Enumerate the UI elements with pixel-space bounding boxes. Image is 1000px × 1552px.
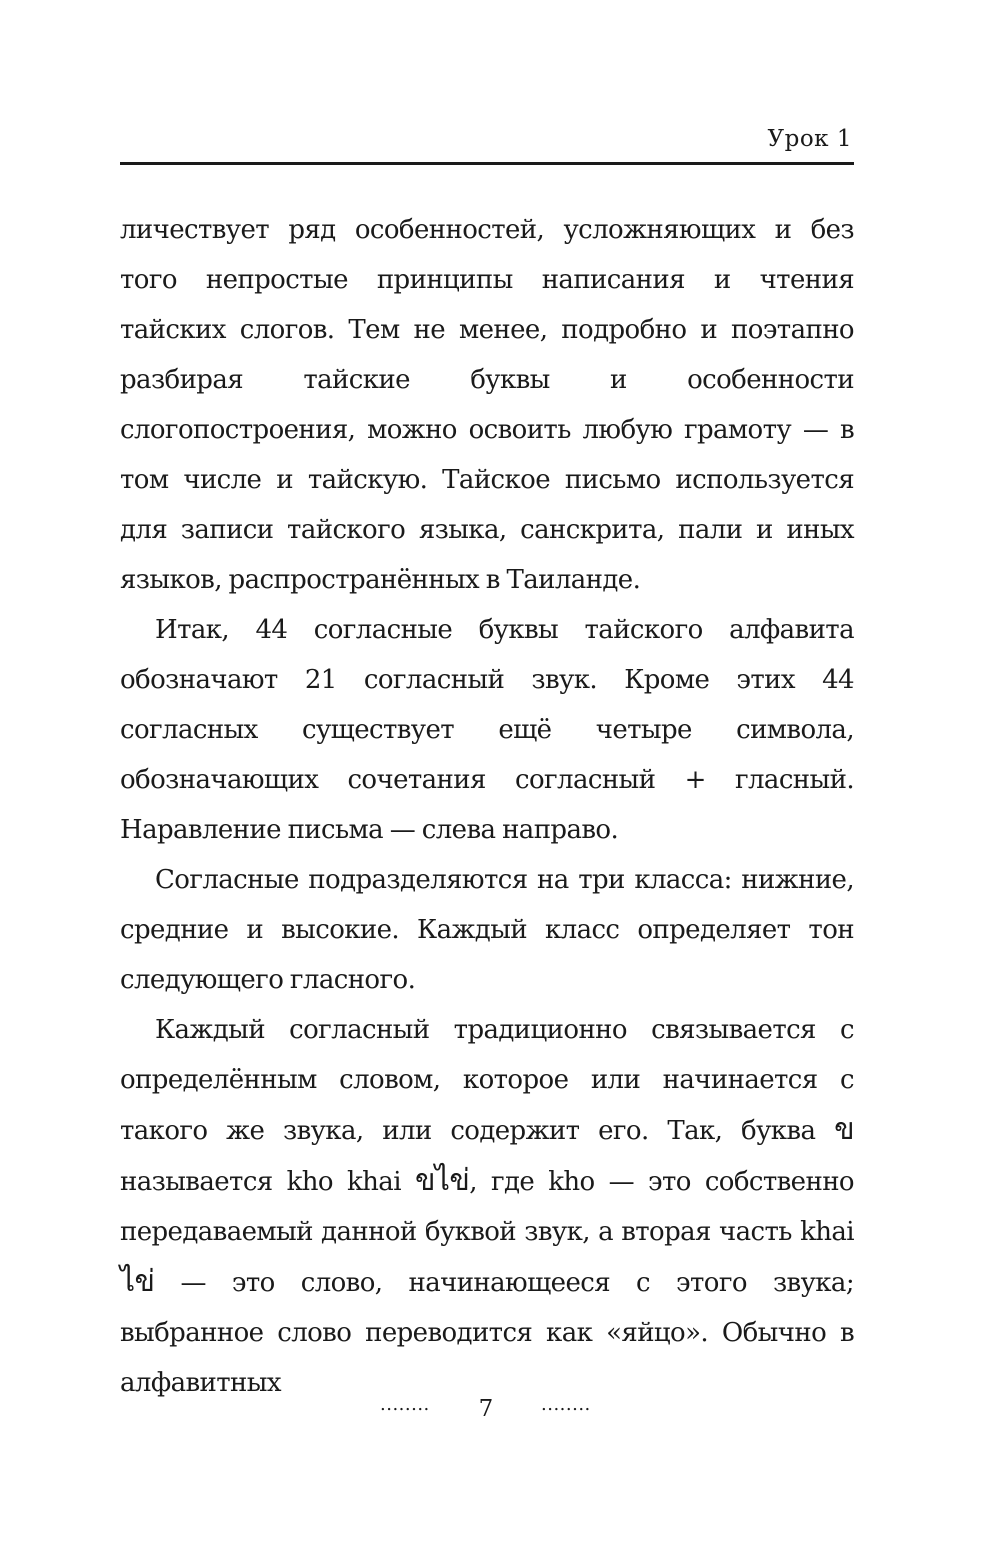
body-text	[120, 205, 854, 1408]
page-footer	[0, 1392, 1000, 1432]
page-number: 7	[478, 1396, 494, 1422]
footer-dots-left: ........	[380, 1394, 430, 1415]
thai-word-khai: ไข่	[120, 1264, 155, 1299]
footer-dots-right: ........	[541, 1394, 591, 1415]
paragraph-continuation: личествует ряд особенностей, усложняющих и без того непростые принципы написания и чтения тайских слогов. Тем не менее, подробно и поэтапно разбирая тайские буквы и особенности слогопостроения, можно освоить любую грамоту — в том числе и тайскую. Тайское письмо используется для записи тайского языка, санскрита, пали и иных языков, распространённых в Таиланде.	[120, 215, 854, 595]
chapter-title: Урок 1	[767, 126, 852, 152]
example-text-part-4: — это слово, начинающееся с этого звука; выбранное слово переводится как «яйцо». Обычно в алфавитных	[120, 1268, 854, 1398]
thai-letter-kho: ข	[834, 1112, 854, 1147]
example-text-part-2: называется kho khai	[120, 1167, 415, 1197]
running-head	[120, 122, 854, 165]
paragraph-consonants-count: Итак, 44 согласные буквы тайского алфавита обозначают 21 согласный звук. Кроме этих 44 согласных существует ещё четыре символа, обозначающих сочетания согласный + гласный. Наравление письма — слева направо.	[120, 615, 854, 845]
paragraph-letter-names	[120, 1005, 854, 1408]
example-text-part-3: , где kho — это собственно передаваемый данной буквой звук, а вторая часть khai	[120, 1167, 854, 1247]
thai-word-kho-khai: ขไข่	[414, 1163, 470, 1198]
paragraph-consonant-classes: Согласные подразделяются на три класса: нижние, средние и высокие. Каждый класс определяет тон следующего гласного.	[120, 865, 854, 995]
example-text-part-1: Каждый согласный традиционно связывается с определённым словом, которое или начинается с такого же звука, или содержит его. Так, буква	[120, 1015, 854, 1146]
